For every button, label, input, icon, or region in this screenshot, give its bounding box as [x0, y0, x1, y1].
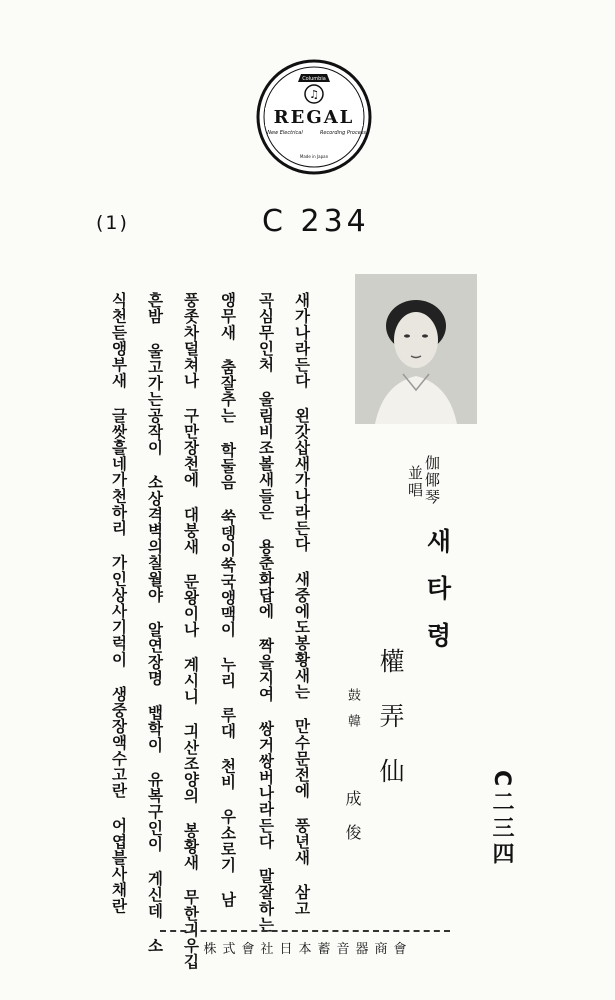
lyric-line-2: 곡심무인처 울림비조볼새들은 용춘화답에 짝을지여 쌍거쌍버나라든다 말잘하는	[256, 292, 275, 933]
drum-label1: 鼓	[345, 688, 360, 711]
regal-logo	[255, 58, 373, 176]
svg-text:Columbia: Columbia	[302, 76, 326, 82]
singer-name: 權弄仙	[376, 648, 405, 813]
svg-text:REGAL: REGAL	[273, 107, 355, 128]
svg-text:♫: ♫	[309, 88, 319, 101]
genre-line1: 伽倻琴	[423, 455, 441, 506]
genre-line2: 並唱	[406, 465, 424, 499]
lyric-line-3: 앵무새 춤잘추는 학둘음 쑥뎅이쑥국앵맥이 누리 루대 천비 우소로기 남	[218, 292, 237, 908]
svg-text:Made in Japan: Made in Japan	[299, 154, 329, 159]
drum-label2: 韓	[345, 714, 360, 737]
singer-portrait	[355, 274, 477, 424]
lyric-line-1: 새가나라든다 왼갓삽새가나라든다 새중에도봉황새는 만수문전에 풍년새 삼고	[292, 292, 311, 917]
lyric-line-4: 풍좃차덜쳐나 구만장천에 대붕새 문왕이나 계시니 긔산조양의 봉황새 무한긔우깁	[181, 292, 200, 970]
drummer-name: 成俊	[343, 790, 362, 858]
lyric-line-5: 흔밤 울고가는공작이 소상격벽의칠월야 알연장명 뱁학이 유복구인이 게신데 소	[145, 292, 164, 954]
catalog-number: C 234	[262, 204, 370, 239]
side-code: C二三四	[489, 770, 514, 869]
footer-divider	[160, 930, 450, 932]
lyric-line-6: 식천듣앵부새 글쌋흘네가천하리 가인상사기럭이 생중장액수고란 어엽블사채란	[109, 292, 128, 914]
page-number: (1)	[96, 212, 129, 234]
company-footer: 株式會社日本蓄音器商會	[203, 942, 413, 957]
song-title: 새타령	[423, 528, 452, 669]
svg-text:Recording Process: Recording Process	[319, 130, 367, 136]
svg-text:New Electrical: New Electrical	[267, 130, 303, 136]
